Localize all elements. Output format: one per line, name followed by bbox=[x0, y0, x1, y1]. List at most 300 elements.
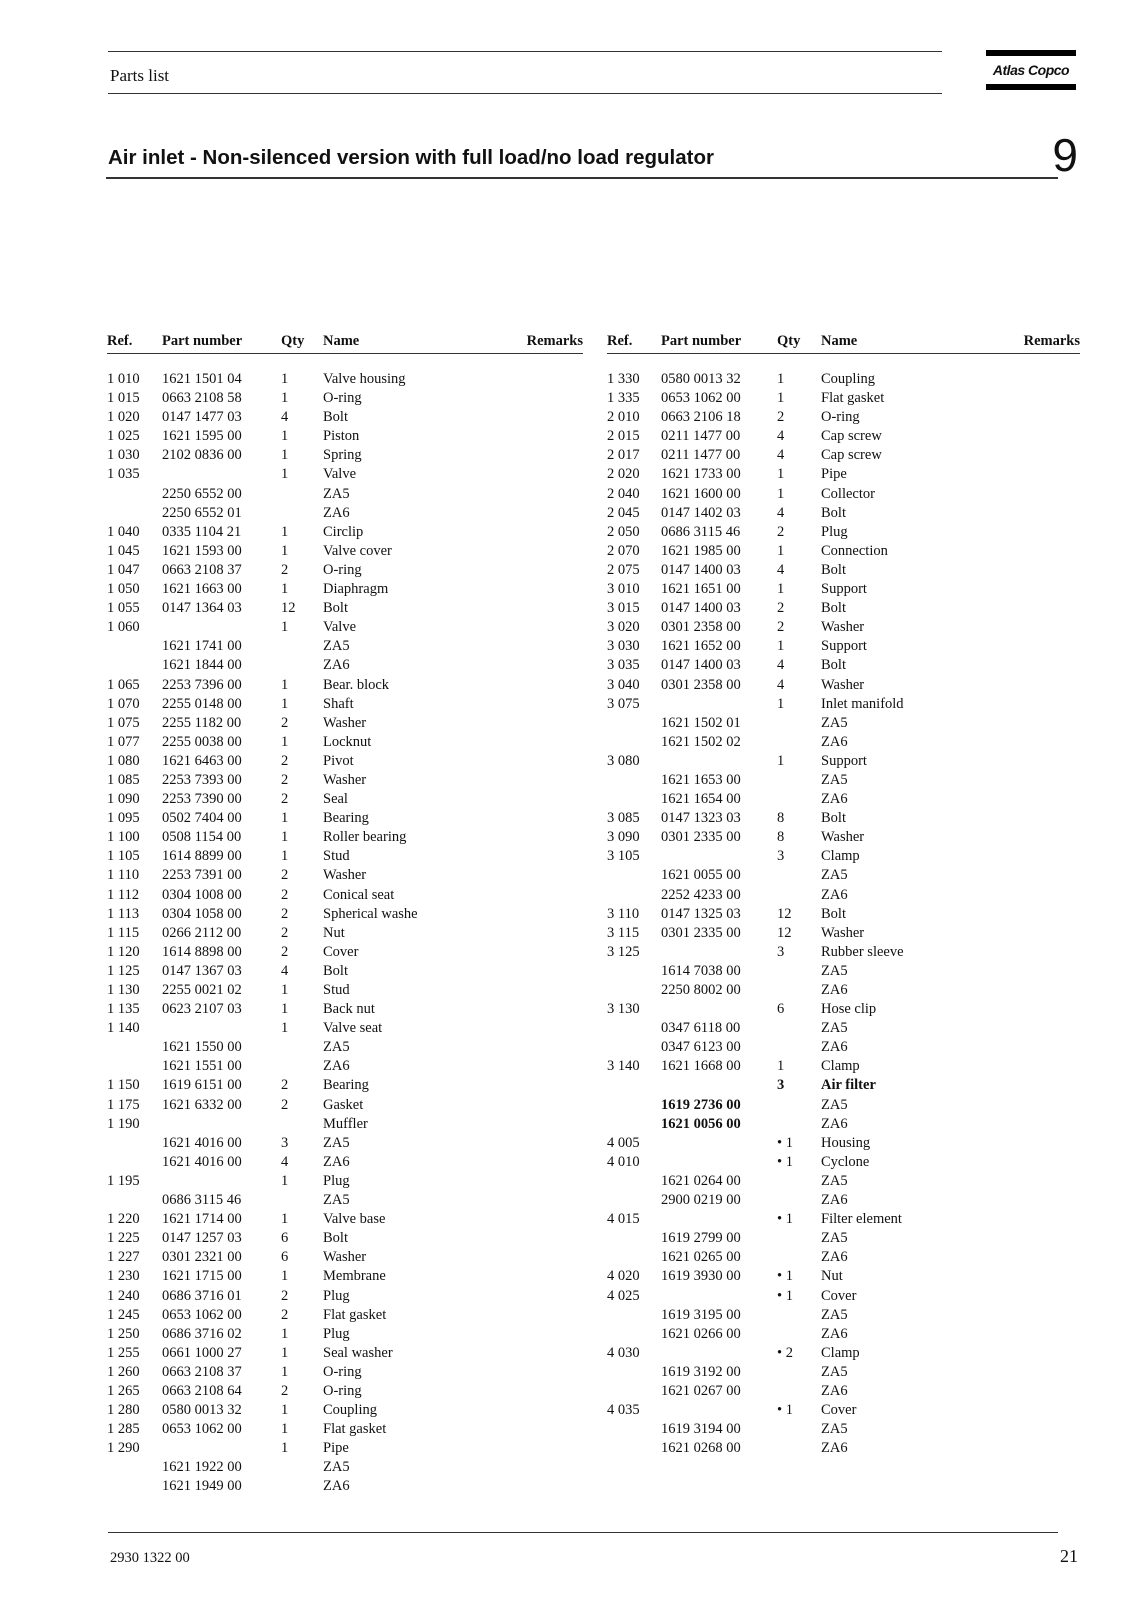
cell-part-number: 0301 2335 00 bbox=[661, 924, 741, 941]
cell-qty: 1 bbox=[281, 695, 289, 712]
cell-name: Plug bbox=[323, 1287, 350, 1304]
cell-ref: 1 240 bbox=[107, 1287, 140, 1304]
header-name: Name bbox=[323, 333, 360, 349]
table-row bbox=[607, 1076, 1080, 1095]
cell-name: Bolt bbox=[821, 905, 846, 922]
cell-qty: 6 bbox=[281, 1249, 289, 1266]
cell-part-number: 0147 1367 03 bbox=[162, 962, 242, 979]
cell-ref: 1 115 bbox=[107, 924, 140, 941]
cell-ref: 2 075 bbox=[607, 561, 640, 578]
cell-part-number: 1621 1733 00 bbox=[661, 466, 741, 483]
table-row bbox=[107, 676, 583, 695]
cell-name: ZA6 bbox=[821, 1115, 848, 1132]
cell-qty: 2 bbox=[281, 791, 289, 808]
cell-ref: 1 225 bbox=[107, 1230, 140, 1247]
cell-name: ZA5 bbox=[821, 1020, 848, 1037]
cell-qty: 1 bbox=[281, 428, 289, 445]
cell-qty: 1 bbox=[281, 542, 289, 559]
cell-part-number: 0661 1000 27 bbox=[162, 1344, 242, 1361]
cell-part-number: 1621 1654 00 bbox=[661, 791, 741, 808]
table-body-left bbox=[107, 370, 583, 1497]
table-row bbox=[107, 637, 583, 656]
table-row bbox=[607, 981, 1080, 1000]
cell-part-number: 1619 3195 00 bbox=[661, 1306, 741, 1323]
cell-name: Pivot bbox=[323, 752, 354, 769]
cell-ref: 2 015 bbox=[607, 428, 640, 445]
table-row bbox=[607, 370, 1080, 389]
cell-part-number: 1621 1715 00 bbox=[162, 1268, 242, 1285]
table-row bbox=[607, 1153, 1080, 1172]
cell-part-number: 0335 1104 21 bbox=[162, 523, 242, 540]
cell-name: Valve seat bbox=[323, 1020, 383, 1037]
cell-part-number: 1621 6463 00 bbox=[162, 752, 242, 769]
cell-name: Filter element bbox=[821, 1211, 902, 1228]
cell-qty: • 1 bbox=[777, 1211, 793, 1228]
cell-ref: 4 020 bbox=[607, 1268, 640, 1285]
cell-qty: 2 bbox=[777, 619, 785, 636]
cell-qty: 2 bbox=[281, 714, 289, 731]
table-row bbox=[107, 1248, 583, 1267]
cell-part-number: 0502 7404 00 bbox=[162, 810, 242, 827]
table-row bbox=[607, 561, 1080, 580]
cell-ref: 1 085 bbox=[107, 771, 140, 788]
cell-qty: 1 bbox=[777, 390, 785, 407]
cell-name: ZA5 bbox=[821, 1306, 848, 1323]
cell-part-number: 1621 0265 00 bbox=[661, 1249, 741, 1266]
cell-ref: 1 025 bbox=[107, 428, 140, 445]
cell-qty: 4 bbox=[777, 676, 785, 693]
cell-part-number: 2250 6552 01 bbox=[162, 504, 242, 521]
cell-ref: 1 105 bbox=[107, 848, 140, 865]
table-row bbox=[107, 1096, 583, 1115]
cell-qty: • 1 bbox=[777, 1402, 793, 1419]
cell-part-number: 0147 1325 03 bbox=[661, 905, 741, 922]
cell-ref: 3 015 bbox=[607, 600, 640, 617]
cell-name: Pipe bbox=[323, 1440, 349, 1457]
cell-ref: 1 125 bbox=[107, 962, 140, 979]
cell-name: ZA6 bbox=[323, 657, 350, 674]
cell-qty: 2 bbox=[281, 1287, 289, 1304]
cell-part-number: 2252 4233 00 bbox=[661, 886, 741, 903]
table-row bbox=[107, 714, 583, 733]
cell-part-number: 0301 2321 00 bbox=[162, 1249, 242, 1266]
cell-qty: 1 bbox=[281, 447, 289, 464]
cell-part-number: 1621 6332 00 bbox=[162, 1096, 242, 1113]
cell-ref: 4 035 bbox=[607, 1402, 640, 1419]
cell-name: Nut bbox=[821, 1268, 843, 1285]
cell-part-number: 1621 1501 04 bbox=[162, 371, 242, 387]
cell-part-number: 2255 0021 02 bbox=[162, 982, 242, 998]
cell-part-number: 0686 3115 46 bbox=[661, 523, 741, 540]
table-row bbox=[607, 580, 1080, 599]
cell-qty: 12 bbox=[777, 924, 792, 941]
cell-qty: 1 bbox=[777, 581, 785, 598]
cell-part-number: 1619 3194 00 bbox=[661, 1421, 741, 1438]
cell-qty: 4 bbox=[777, 561, 785, 578]
section-number: 9 bbox=[1052, 129, 1078, 181]
table-row bbox=[107, 1420, 583, 1439]
table-row bbox=[607, 504, 1080, 523]
table-row bbox=[107, 599, 583, 618]
cell-name: Clamp bbox=[821, 1058, 860, 1075]
table-row bbox=[107, 1134, 583, 1153]
cell-part-number: 0147 1323 03 bbox=[661, 810, 741, 827]
cell-name: Clamp bbox=[821, 848, 860, 865]
cell-qty: 2 bbox=[281, 1306, 289, 1323]
table-row bbox=[607, 1306, 1080, 1325]
header-part-number: Part number bbox=[661, 333, 742, 349]
cell-qty: 2 bbox=[777, 523, 785, 540]
table-row bbox=[107, 790, 583, 809]
cell-ref: 1 220 bbox=[107, 1211, 140, 1228]
cell-ref: 1 230 bbox=[107, 1268, 140, 1285]
cell-part-number: 1619 3192 00 bbox=[661, 1363, 741, 1380]
cell-name: Bolt bbox=[821, 600, 846, 617]
cell-name: Back nut bbox=[323, 1001, 375, 1018]
table-row bbox=[107, 1363, 583, 1382]
table-row bbox=[607, 656, 1080, 675]
cell-name: Bolt bbox=[323, 962, 348, 979]
cell-ref: 1 245 bbox=[107, 1306, 140, 1323]
table-row bbox=[607, 695, 1080, 714]
cell-part-number: 0147 1477 03 bbox=[162, 409, 242, 426]
cell-qty: 1 bbox=[281, 371, 289, 387]
cell-qty: 1 bbox=[281, 1268, 289, 1285]
cell-qty: 1 bbox=[777, 371, 785, 387]
cell-ref: 3 140 bbox=[607, 1058, 640, 1075]
cell-ref: 1 020 bbox=[107, 409, 140, 426]
table-row bbox=[107, 523, 583, 542]
cell-qty: 1 bbox=[281, 619, 289, 636]
cell-name: Rubber sleeve bbox=[821, 943, 904, 960]
cell-name: ZA5 bbox=[323, 1134, 350, 1151]
table-row bbox=[607, 408, 1080, 427]
cell-ref: 4 030 bbox=[607, 1344, 640, 1361]
cell-ref: 1 010 bbox=[107, 371, 140, 387]
cell-qty: 2 bbox=[281, 924, 289, 941]
table-row bbox=[107, 752, 583, 771]
header-bottom-rule bbox=[108, 93, 942, 94]
cell-part-number: 0147 1402 03 bbox=[661, 504, 741, 521]
cell-part-number: 2255 0148 00 bbox=[162, 695, 242, 712]
table-row bbox=[107, 1287, 583, 1306]
cell-part-number: 0347 6123 00 bbox=[661, 1039, 741, 1056]
cell-ref: 1 047 bbox=[107, 561, 140, 578]
cell-qty: 1 bbox=[281, 523, 289, 540]
cell-name: ZA6 bbox=[821, 1382, 848, 1399]
table-row bbox=[107, 943, 583, 962]
table-row bbox=[607, 790, 1080, 809]
table-row bbox=[607, 1057, 1080, 1076]
cell-qty: 4 bbox=[777, 504, 785, 521]
cell-name: Circlip bbox=[323, 523, 364, 540]
table-row bbox=[607, 1325, 1080, 1344]
table-row bbox=[107, 1172, 583, 1191]
cell-qty: 1 bbox=[777, 466, 785, 483]
cell-part-number: 1621 4016 00 bbox=[162, 1153, 242, 1170]
cell-qty: 1 bbox=[281, 1172, 289, 1189]
cell-part-number: 2253 7390 00 bbox=[162, 791, 242, 808]
cell-ref: 1 140 bbox=[107, 1020, 140, 1037]
table-row bbox=[107, 1267, 583, 1286]
cell-qty: 1 bbox=[777, 542, 785, 559]
table-row bbox=[607, 676, 1080, 695]
cell-ref: 2 020 bbox=[607, 466, 640, 483]
cell-part-number: 1621 1949 00 bbox=[162, 1478, 242, 1495]
table-row bbox=[107, 733, 583, 752]
cell-ref: 1 260 bbox=[107, 1363, 140, 1380]
table-row bbox=[607, 1191, 1080, 1210]
logo-bottom-bar bbox=[986, 84, 1076, 90]
cell-part-number: 1614 7038 00 bbox=[661, 962, 741, 979]
table-row bbox=[107, 580, 583, 599]
table-row bbox=[607, 1229, 1080, 1248]
cell-qty: 1 bbox=[281, 848, 289, 865]
cell-ref: 1 050 bbox=[107, 581, 140, 598]
table-row bbox=[107, 924, 583, 943]
cell-ref: 2 045 bbox=[607, 504, 640, 521]
cell-ref: 1 035 bbox=[107, 466, 140, 483]
table-row bbox=[607, 523, 1080, 542]
cell-ref: 1 030 bbox=[107, 447, 140, 464]
table-row bbox=[607, 446, 1080, 465]
cell-part-number: 0653 1062 00 bbox=[162, 1421, 242, 1438]
cell-part-number: 1621 1985 00 bbox=[661, 542, 741, 559]
cell-ref: 1 265 bbox=[107, 1382, 140, 1399]
cell-name: ZA5 bbox=[821, 714, 848, 731]
cell-name: Gasket bbox=[323, 1096, 364, 1113]
cell-ref: 3 125 bbox=[607, 943, 640, 960]
cell-part-number: 0304 1058 00 bbox=[162, 905, 242, 922]
table-row bbox=[607, 599, 1080, 618]
cell-name: Bear. block bbox=[323, 676, 390, 693]
cell-ref: 1 280 bbox=[107, 1402, 140, 1419]
cell-ref: 1 065 bbox=[107, 676, 140, 693]
cell-name: Hose clip bbox=[821, 1001, 877, 1018]
table-row bbox=[607, 1439, 1080, 1458]
cell-part-number: 1621 0055 00 bbox=[661, 867, 741, 884]
cell-name: Locknut bbox=[323, 733, 372, 750]
cell-name: Cap screw bbox=[821, 428, 882, 445]
cell-part-number: 1621 1595 00 bbox=[162, 428, 242, 445]
cell-name: Stud bbox=[323, 848, 350, 865]
cell-name: Spring bbox=[323, 447, 362, 464]
cell-name: Washer bbox=[821, 676, 865, 693]
cell-ref: 1 045 bbox=[107, 542, 140, 559]
cell-name: Nut bbox=[323, 924, 345, 941]
cell-name: Bolt bbox=[323, 600, 348, 617]
cell-part-number: 1614 8899 00 bbox=[162, 848, 242, 865]
cell-qty: 1 bbox=[281, 1001, 289, 1018]
cell-part-number: 1621 1652 00 bbox=[661, 638, 741, 655]
cell-qty: • 2 bbox=[777, 1344, 793, 1361]
cell-qty: 6 bbox=[281, 1230, 289, 1247]
cell-ref: 3 105 bbox=[607, 848, 640, 865]
cell-part-number: 1621 0266 00 bbox=[661, 1325, 741, 1342]
cell-ref: 3 030 bbox=[607, 638, 640, 655]
page-title: Air inlet - Non-silenced version with full load/no load regulator bbox=[108, 146, 714, 169]
table-row bbox=[107, 695, 583, 714]
cell-qty: 2 bbox=[281, 886, 289, 903]
cell-qty: 1 bbox=[281, 1440, 289, 1457]
table-row bbox=[107, 1477, 583, 1496]
cell-part-number: 1621 1502 01 bbox=[661, 714, 741, 731]
cell-ref: 1 060 bbox=[107, 619, 140, 636]
cell-name: Valve base bbox=[323, 1211, 386, 1228]
cell-qty: 8 bbox=[777, 810, 785, 827]
cell-name: Membrane bbox=[323, 1268, 386, 1285]
cell-qty: 2 bbox=[281, 1382, 289, 1399]
cell-part-number: 0686 3716 01 bbox=[162, 1287, 242, 1304]
cell-name: Flat gasket bbox=[323, 1421, 387, 1438]
cell-name: Coupling bbox=[821, 371, 875, 387]
cell-qty: • 1 bbox=[777, 1268, 793, 1285]
cell-name: Flat gasket bbox=[323, 1306, 387, 1323]
cell-qty: 1 bbox=[777, 485, 785, 502]
cell-ref: 4 010 bbox=[607, 1153, 640, 1170]
cell-ref: 1 285 bbox=[107, 1421, 140, 1438]
cell-part-number: 1621 1600 00 bbox=[661, 485, 741, 502]
cell-part-number: 1619 3930 00 bbox=[661, 1268, 741, 1285]
cell-part-number: 0653 1062 00 bbox=[162, 1306, 242, 1323]
cell-ref: 2 050 bbox=[607, 523, 640, 540]
header-ref: Ref. bbox=[107, 333, 133, 349]
cell-ref: 1 080 bbox=[107, 752, 140, 769]
cell-name: Bolt bbox=[821, 504, 846, 521]
cell-name: ZA6 bbox=[323, 1058, 350, 1075]
table-row bbox=[607, 389, 1080, 408]
table-row bbox=[107, 809, 583, 828]
cell-qty: 2 bbox=[281, 905, 289, 922]
cell-name: Washer bbox=[323, 1249, 367, 1266]
cell-ref: 1 250 bbox=[107, 1325, 140, 1342]
table-row bbox=[107, 446, 583, 465]
table-row bbox=[107, 1306, 583, 1325]
cell-qty: 4 bbox=[281, 409, 289, 426]
table-row bbox=[607, 1363, 1080, 1382]
parts-table-right bbox=[607, 333, 1080, 1458]
cell-part-number: 1621 1844 00 bbox=[162, 657, 242, 674]
cell-name: Flat gasket bbox=[821, 390, 885, 407]
table-row bbox=[107, 1401, 583, 1420]
header-ref: Ref. bbox=[607, 333, 633, 349]
table-row bbox=[107, 1019, 583, 1038]
cell-qty: 1 bbox=[281, 1325, 289, 1342]
cell-name: Valve bbox=[323, 619, 357, 636]
cell-part-number: 2253 7391 00 bbox=[162, 867, 242, 884]
cell-name: Bolt bbox=[323, 1230, 348, 1247]
cell-part-number: 0653 1062 00 bbox=[661, 390, 741, 407]
cell-name: Washer bbox=[821, 829, 865, 846]
table-row bbox=[607, 542, 1080, 561]
table-row bbox=[107, 427, 583, 446]
cell-ref: 1 090 bbox=[107, 791, 140, 808]
cell-qty: 12 bbox=[281, 600, 296, 617]
cell-part-number: 0580 0013 32 bbox=[661, 371, 741, 387]
cell-ref: 3 010 bbox=[607, 581, 640, 598]
header-part-number: Part number bbox=[162, 333, 243, 349]
cell-name: ZA6 bbox=[821, 1325, 848, 1342]
cell-qty: 2 bbox=[281, 1096, 289, 1113]
cell-name: Collector bbox=[821, 485, 875, 502]
table-row bbox=[107, 1210, 583, 1229]
cell-qty: 1 bbox=[777, 752, 785, 769]
table-row bbox=[607, 714, 1080, 733]
cell-name: ZA5 bbox=[821, 1172, 848, 1189]
cell-name: Cap screw bbox=[821, 447, 882, 464]
table-row bbox=[607, 809, 1080, 828]
logo-top-bar bbox=[986, 50, 1076, 56]
cell-part-number: 0663 2106 18 bbox=[661, 409, 741, 426]
cell-name: Valve housing bbox=[323, 371, 406, 387]
cell-part-number: 0147 1400 03 bbox=[661, 600, 741, 617]
cell-name: Stud bbox=[323, 982, 350, 998]
cell-qty: 6 bbox=[777, 1001, 785, 1018]
table-row bbox=[107, 1191, 583, 1210]
table-row bbox=[607, 1210, 1080, 1229]
cell-qty: 12 bbox=[777, 905, 792, 922]
cell-part-number: 0147 1257 03 bbox=[162, 1230, 242, 1247]
table-row bbox=[107, 886, 583, 905]
cell-part-number: 2253 7396 00 bbox=[162, 676, 242, 693]
cell-name: Shaft bbox=[323, 695, 354, 712]
cell-qty: 2 bbox=[777, 600, 785, 617]
cell-part-number: 0580 0013 32 bbox=[162, 1402, 242, 1419]
cell-name: O-ring bbox=[821, 409, 860, 426]
cell-qty: 3 bbox=[777, 943, 785, 960]
cell-qty: 4 bbox=[777, 447, 785, 464]
table-row bbox=[607, 866, 1080, 885]
cell-ref: 1 077 bbox=[107, 733, 140, 750]
table-row bbox=[107, 1038, 583, 1057]
cell-ref: 1 110 bbox=[107, 867, 140, 884]
cell-qty: 1 bbox=[281, 676, 289, 693]
cell-name: Seal bbox=[323, 791, 348, 808]
footer-doc-number: 2930 1322 00 bbox=[110, 1550, 190, 1566]
cell-part-number: 0211 1477 00 bbox=[661, 428, 741, 445]
cell-name: Washer bbox=[323, 867, 367, 884]
cell-qty: 1 bbox=[281, 466, 289, 483]
table-row bbox=[107, 618, 583, 637]
cell-name: Piston bbox=[323, 428, 360, 445]
cell-qty: • 1 bbox=[777, 1153, 793, 1170]
table-row bbox=[107, 866, 583, 885]
table-row bbox=[607, 427, 1080, 446]
cell-ref: 1 095 bbox=[107, 810, 140, 827]
cell-name: Bolt bbox=[821, 657, 846, 674]
cell-qty: 1 bbox=[281, 829, 289, 846]
cell-qty: 4 bbox=[281, 962, 289, 979]
cell-part-number: 0301 2358 00 bbox=[661, 619, 741, 636]
cell-name: Washer bbox=[323, 771, 367, 788]
cell-qty: 3 bbox=[777, 848, 785, 865]
atlas-copco-logo bbox=[986, 50, 1076, 94]
cell-name: ZA5 bbox=[821, 1096, 848, 1113]
cell-ref: 1 290 bbox=[107, 1440, 140, 1457]
cell-part-number: 2255 0038 00 bbox=[162, 733, 242, 750]
table-row bbox=[607, 1115, 1080, 1134]
cell-qty: 1 bbox=[281, 982, 289, 998]
cell-ref: 2 017 bbox=[607, 447, 640, 464]
cell-name: Air filter bbox=[821, 1077, 876, 1094]
cell-qty: 2 bbox=[281, 561, 289, 578]
cell-name: Pipe bbox=[821, 466, 847, 483]
cell-part-number: 1619 6151 00 bbox=[162, 1077, 242, 1094]
cell-qty: 2 bbox=[281, 943, 289, 960]
cell-part-number: 0147 1400 03 bbox=[661, 561, 741, 578]
cell-name: Coupling bbox=[323, 1402, 377, 1419]
cell-name: Cover bbox=[821, 1402, 857, 1419]
